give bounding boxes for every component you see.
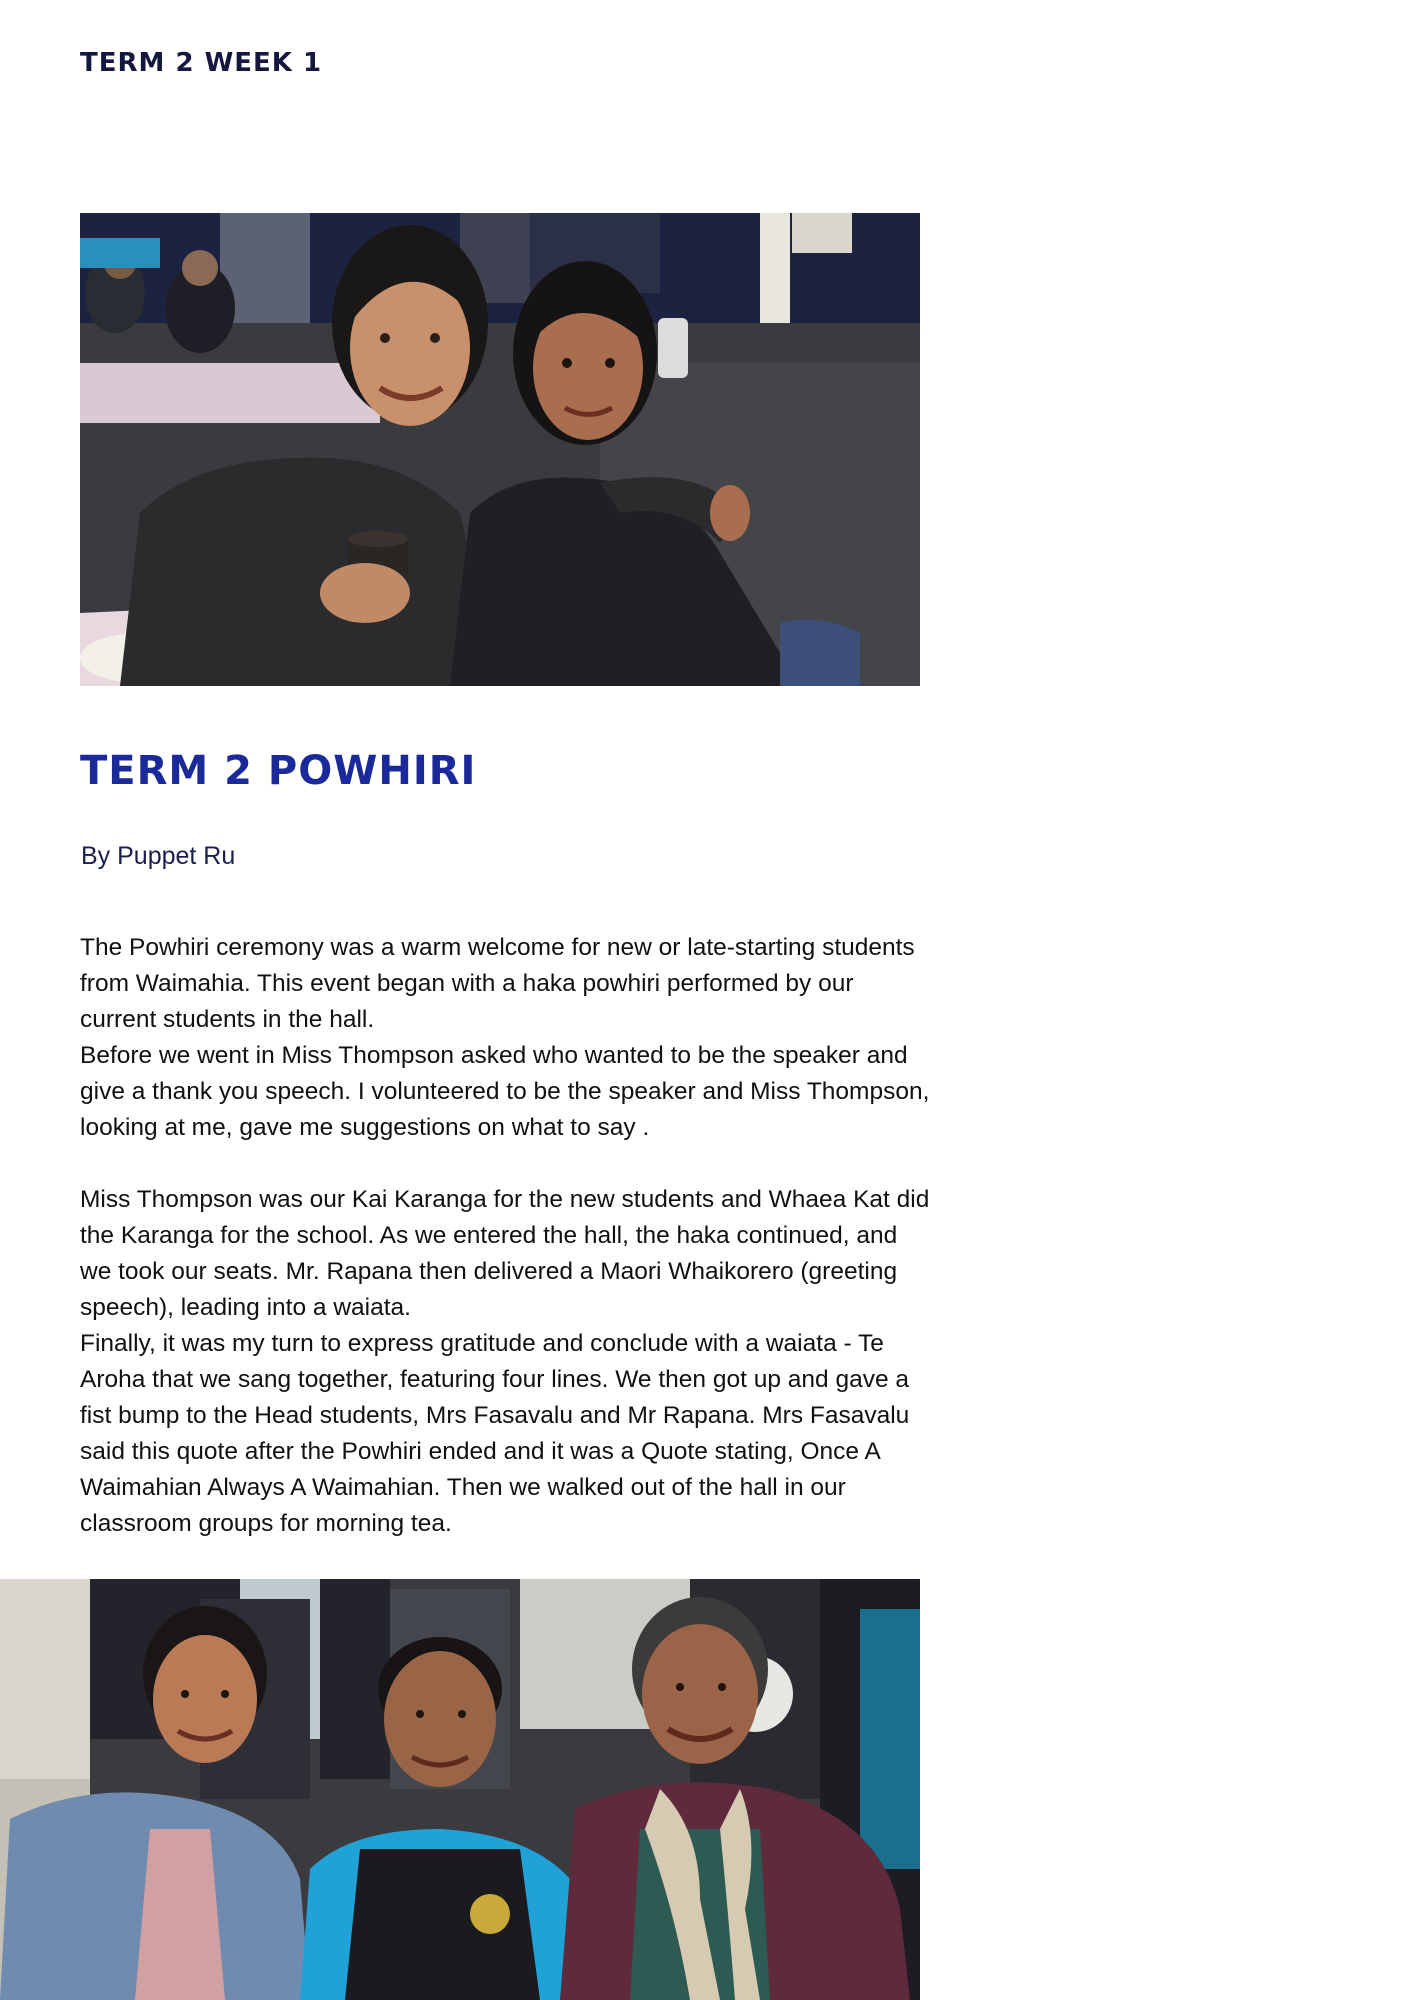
photo-hall-portrait (80, 213, 920, 686)
article-title: TERM 2 POWHIRI (80, 748, 477, 794)
article-byline: By Puppet Ru (81, 842, 236, 870)
article-paragraph: Before we went in Miss Thompson asked who wanted to be the speaker and give a thank you speech. I volunteered to be the speaker and Miss Thompson, looking at me, gave me suggestions on what to say . (80, 1042, 930, 1141)
article-paragraph: Finally, it was my turn to express gratitude and conclude with a waiata - Te Aroha that we sang together, featuring four lines. We then got up and gave a fist bump to the Head students, Mrs Fasavalu and Mr Rapana. Mrs Fasavalu said this quote after the Powhiri ended and it was a Quote stating, Once A Waimahian Always A Waimahian. Then we walked out of the hall in our classroom groups for morning tea. (80, 1330, 910, 1537)
page-header: TERM 2 WEEK 1 (80, 48, 323, 78)
article-body (80, 930, 930, 1542)
article-paragraph: Miss Thompson was our Kai Karanga for the new students and Whaea Kat did the Karanga for the school. As we entered the hall, the haka continued, and we took our seats. Mr. Rapana then delivered a Maori Whaikorero (greeting speech), leading into a waiata. (80, 1186, 930, 1321)
article-paragraph: The Powhiri ceremony was a warm welcome for new or late-starting students from Waimahia. This event began with a haka powhiri performed by our current students in the hall. (80, 934, 915, 1033)
photo-group-portrait (0, 1579, 920, 2000)
